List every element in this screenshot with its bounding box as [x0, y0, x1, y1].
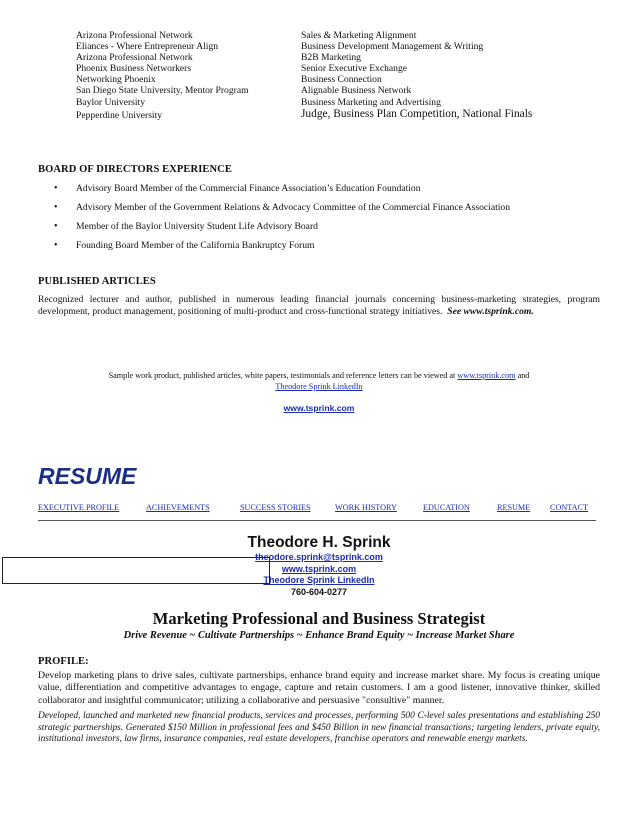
network-item: San Diego State University, Mentor Program: [76, 85, 249, 97]
contact-email[interactable]: theodore.sprink@tsprink.com: [255, 552, 383, 562]
profile-label: PROFILE:: [38, 656, 89, 667]
contact-website[interactable]: www.tsprink.com: [281, 563, 357, 574]
site-link[interactable]: www.tsprink.com: [283, 403, 355, 413]
profile-text: Develop marketing plans to drive sales, cultivate partnerships, enhance brand equity and increase market share. My focus is creating unique value, differentiation and competitive advantages to engage, capture and retain customers. I am a good listener, innovative thinker, skilled collaborator and insightful communicator; utilizing a collaborative and persuasive "consultive" manner.: [38, 670, 600, 706]
profile-details: Developed, launched and marketed new financial products, services and processes, performing 500 C-level sales presentations and establishing 250 strategic partnerships. Generated $150 Million in professional fees and $450 Billion in new financial transactions; targeting lenders, private equity, institutional investors, law firms, insurance companies, real estate developers, franchise operators and renewable energy markets.: [38, 711, 600, 745]
sample-text: Sample work product, published articles, white papers, testimonials and reference letters can be viewed at www.tsprink.com and Theodore Sprink LinkedIn: [108, 371, 530, 391]
tsprink-link[interactable]: www.tsprink.com: [457, 371, 516, 380]
resume-title: RESUME: [38, 463, 137, 489]
network-list-right: [301, 30, 532, 120]
network-item: Arizona Professional Network: [76, 52, 193, 64]
board-list: [54, 183, 511, 259]
nav-work-history[interactable]: WORK HISTORY: [335, 503, 397, 512]
nav-achievements[interactable]: ACHIEVEMENTS: [146, 503, 210, 512]
bullet-icon: •: [54, 240, 58, 251]
overlay-box: [2, 557, 270, 584]
network-item: Phoenix Business Networkers: [76, 63, 192, 75]
board-item: • Member of the Baylor University Student Life Advisory Board: [54, 221, 318, 232]
headline-tagline: Drive Revenue ~ Cultivate Partnerships ~ Enhance Brand Equity ~ Increase Market Share: [123, 630, 515, 641]
contact-name: Theodore H. Sprink: [247, 534, 391, 551]
network-item: Eliances - Where Entrepreneur Align: [76, 41, 219, 53]
network-item: Judge, Business Plan Competition, National Finals: [301, 107, 533, 120]
nav-contact[interactable]: CONTACT: [550, 503, 589, 512]
linkedin-link[interactable]: Theodore Sprink LinkedIn: [275, 382, 363, 391]
network-item: Networking Phoenix: [76, 74, 156, 86]
bullet-icon: •: [54, 183, 58, 194]
contact-phone: 760-604-0277: [290, 586, 348, 597]
board-item: • Founding Board Member of the California Bankruptcy Forum: [54, 240, 315, 251]
bullet-icon: •: [54, 221, 58, 232]
network-item: Alignable Business Network: [301, 85, 412, 97]
network-item: Baylor University: [76, 96, 146, 108]
board-item: • Advisory Board Member of the Commercial Finance Association’s Education Foundation: [54, 183, 421, 194]
board-item: • Advisory Member of the Government Relations & Advocacy Committee of the Commercial Finance Association: [54, 202, 511, 213]
articles-text: Recognized lecturer and author, published in numerous leading financial journals concerning business-marketing strategies, program development, product management, positioning of multi-product and cross-functional strategy initiatives. See www.tsprink.com.: [38, 294, 600, 318]
contact-linkedin[interactable]: Theodore Sprink LinkedIn: [263, 575, 375, 586]
nav-education[interactable]: EDUCATION: [423, 503, 470, 512]
nav-resume[interactable]: RESUME: [497, 503, 531, 512]
articles-see-link[interactable]: See www.tsprink.com.: [447, 306, 534, 318]
network-item: Sales & Marketing Alignment: [301, 30, 417, 41]
network-item: Business Development Management & Writing: [301, 41, 484, 53]
nav-executive-profile[interactable]: EXECUTIVE PROFILE: [38, 503, 120, 512]
nav-divider: [38, 520, 596, 521]
network-item: Senior Executive Exchange: [301, 63, 408, 75]
network-item: Arizona Professional Network: [76, 30, 193, 41]
network-item: B2B Marketing: [301, 52, 361, 64]
network-list-left: [76, 30, 249, 121]
resume-nav: [38, 503, 600, 515]
bullet-icon: •: [54, 202, 58, 213]
articles-heading: PUBLISHED ARTICLES: [38, 276, 156, 287]
network-item: Pepperdine University: [76, 109, 163, 121]
board-heading: BOARD OF DIRECTORS EXPERIENCE: [38, 164, 232, 175]
nav-success-stories[interactable]: SUCCESS STORIES: [240, 503, 311, 512]
headline-title: Marketing Professional and Business Strategist: [152, 609, 486, 628]
network-item: Business Connection: [301, 74, 382, 86]
network-item: Business Marketing and Advertising: [301, 96, 441, 108]
